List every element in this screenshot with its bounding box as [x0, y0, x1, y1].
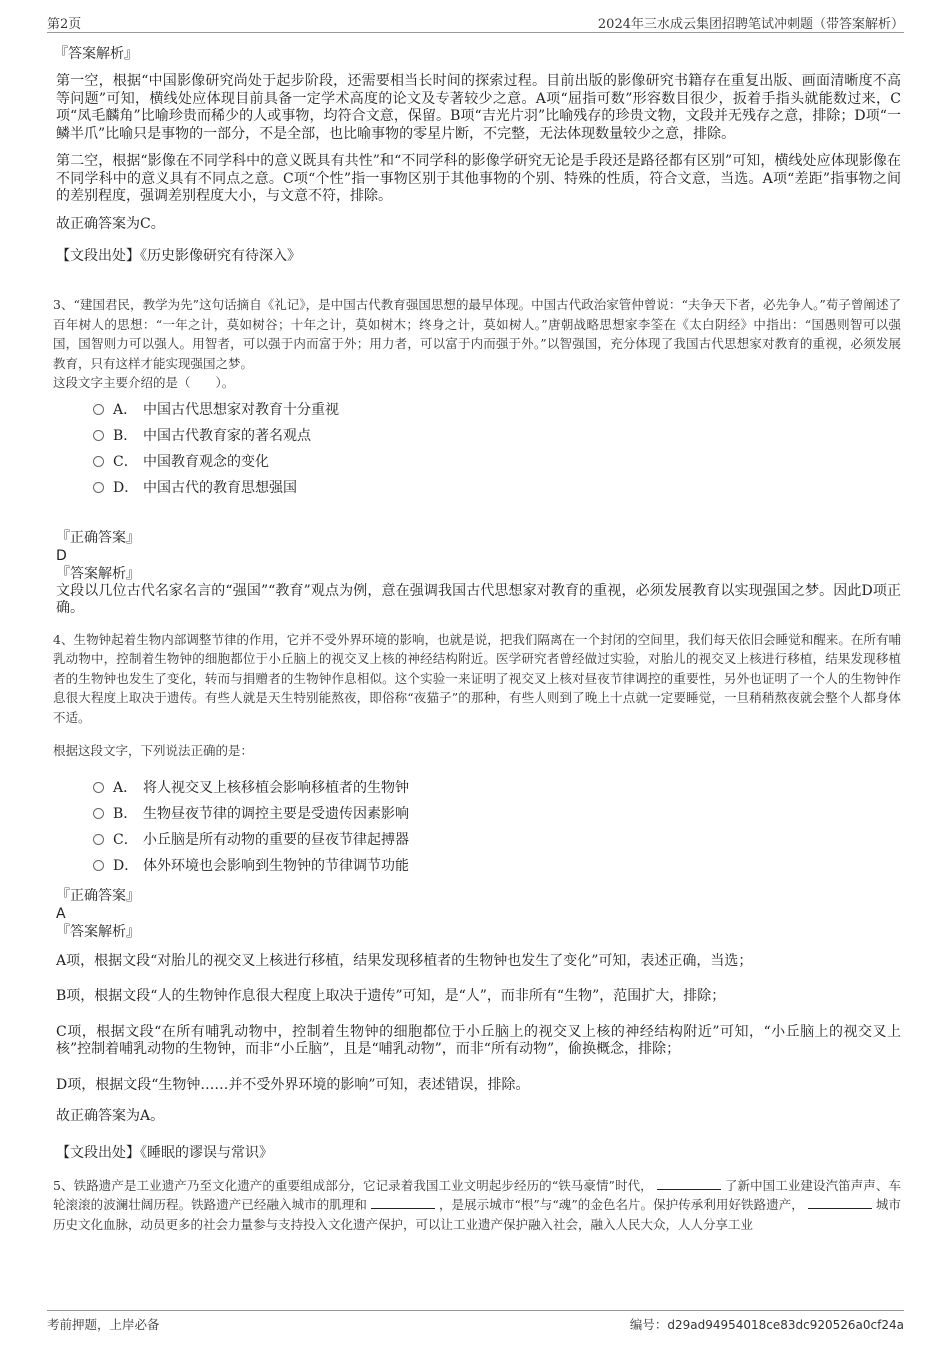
question-5 [53, 1176, 901, 1235]
q4-options [53, 775, 901, 879]
q3-option-b[interactable]: B． 中国古代教育家的著名观点 [93, 423, 901, 449]
document-code: 编号：d29ad94954018ce83dc920526a0cf24a [629, 1317, 904, 1332]
q3-option-c[interactable]: C． 中国教育观念的变化 [93, 449, 901, 475]
q3-stem: 3、“建国君民，教学为先”这句话摘自《礼记》，是中国古代教育强国思想的最早体现。中国古代政治家管仲曾说：“夫争天下者，必先争人。”荀子曾阐述了百年树人的思想：“一年之计，莫如树谷；十年之计，莫如树木；终身之计，莫如树人。”唐朝战略思想家李筌在《太白阴经》中指出：“国愚则智可以强国，国智则力可以强人。用智者，可以强于内而富于外；用力者，可以富于内而强于外。”以智强国，充分体现了我国古代思想家对教育的重视，必须发展教育，只有这样才能实现强国之梦。 [53, 297, 901, 371]
q4-stem: 4、生物钟起着生物内部调整节律的作用，它并不受外界环境的影响，也就是说，把我们隔离在一个封闭的空间里，我们每天依旧会睡觉和醒来。在所有哺乳动物中，控制着生物钟的细胞都位于小丘脑上的视交叉上核的神经结构附近。医学研究者曾经做过实验，对胎儿的视交叉上核进行移植，结果发现移植者的生物钟也发生了变化，转而与捐赠者的生物钟作息相似。这个实验一来证明了视交叉上核对昼夜节律调控的重要性，另外也证明了一个人的生物钟作息很大程度上取决于遗传。有些人就是天生特别能熬夜，即俗称“夜猫子”的那种，有些人则到了晚上十点就一定要睡觉，一旦稍稍熬夜就会整个人都身体不适。 [53, 631, 901, 725]
q3-analysis: 文段以几位古代名家名言的“强国”“教育”观点为例，意在强调我国古代思想家对教育的重视，必须发展教育以实现强国之梦。因此D项正确。 [56, 582, 901, 616]
q4-option-c[interactable]: C． 小丘脑是所有动物的重要的昼夜节律起搏器 [93, 827, 901, 853]
q3-question: 这段文字主要介绍的是（ ）。 [53, 375, 235, 390]
radio-icon[interactable] [93, 808, 104, 819]
q2-source: 【文段出处】《历史影像研究有待深入》 [56, 248, 301, 264]
document-title: 2024年三水成云集团招聘笔试冲刺题（带答案解析） [597, 17, 904, 32]
q4-conclusion: 故正确答案为A。 [56, 1108, 165, 1124]
q3-correct-answer: D [56, 547, 67, 564]
page-number: 第2页 [47, 17, 82, 32]
fill-blank-1[interactable] [657, 1177, 721, 1190]
page-footer [47, 1310, 904, 1333]
q4-analysis-a: A项，根据文段“对胎儿的视交叉上核进行移植，结果发现移植者的生物钟也发生了变化”可知，表述正确，当选； [56, 952, 753, 969]
radio-icon[interactable] [93, 860, 104, 871]
radio-icon[interactable] [93, 404, 104, 415]
page-header [47, 12, 904, 33]
fill-blank-3[interactable] [808, 1196, 872, 1209]
radio-icon[interactable] [93, 834, 104, 845]
q3-analysis-label: 『答案解析』 [56, 565, 140, 582]
q4-correct-label: 『正确答案』 [56, 887, 140, 904]
q4-analysis-label: 『答案解析』 [56, 923, 140, 940]
radio-icon[interactable] [93, 456, 104, 467]
q3-option-a[interactable]: A． 中国古代思想家对教育十分重视 [93, 397, 901, 423]
q2-analysis-para1: 第一空，根据“中国影像研究尚处于起步阶段，还需要相当长时间的探索过程。目前出版的影像研究书籍存在重复出版、画面清晰度不高等问题”可知，横线处应体现目前具备一定学术高度的论文及专著较少之意。A项“屈指可数”形容数目很少，扳着手指头就能数过来，C项“凤毛麟角”比喻珍贵而稀少的人或事物，均符合文意，保留。B项“吉光片羽”比喻残存的珍贵文物，文段并无残存之意，排除；D项“一鳞半爪”比喻只是事物的一部分，不是全部，也比喻事物的零星片断，不完整，无法体现数量较少之意，排除。 [56, 73, 901, 142]
q3-correct-label: 『正确答案』 [56, 529, 140, 546]
q3-options [53, 397, 901, 501]
q3-option-d[interactable]: D． 中国古代的教育思想强国 [93, 475, 901, 501]
q4-option-a[interactable]: A． 将人视交叉上核移植会影响移植者的生物钟 [93, 775, 901, 801]
q4-analysis-c: C项，根据文段“在所有哺乳动物中，控制着生物钟的细胞都位于小丘脑上的视交叉上核的神经结构附近”可知，“小丘脑上的视交叉上核”控制着哺乳动物的生物钟，而非“小丘脑”，且是“哺乳动物”，而非“所有动物”，偷换概念，排除； [56, 1023, 901, 1057]
q4-option-b[interactable]: B． 生物昼夜节律的调控主要是受遗传因素影响 [93, 801, 901, 827]
page-content [53, 45, 901, 1234]
q2-conclusion: 故正确答案为C。 [56, 215, 165, 232]
q4-analysis-b: B项，根据文段“人的生物钟作息很大程度上取决于遗传”可知，是“人”，而非所有“生物”，范围扩大，排除； [56, 988, 726, 1004]
q4-question: 根据这段文字，下列说法正确的是： [53, 743, 254, 758]
radio-icon[interactable] [93, 482, 104, 493]
radio-icon[interactable] [93, 430, 104, 441]
q4-correct-answer: A [56, 905, 66, 922]
fill-blank-2[interactable] [371, 1196, 435, 1209]
q4-source: 【文段出处】《睡眠的谬误与常识》 [56, 1144, 273, 1161]
question-3 [53, 295, 901, 501]
question-4 [53, 630, 901, 879]
radio-icon[interactable] [93, 782, 104, 793]
q5-stem: 5、铁路遗产是工业遗产乃至文化遗产的重要组成部分，它记录着我国工业文明起步经历的“铁马豪情”时代， 了新中国工业建设汽笛声声、车轮滚滚的波澜壮阔历程。铁路遗产已经融入城市的肌理和 ，是展示城市“根”与“魂”的金色名片。保护传承利用好铁路遗产， 城市历史文化血脉，动员更多的社会力量参与支持投入文化遗产保护，可以让工业遗产保护融入社会，融入人民大众，人人分享工业 [53, 1177, 901, 1232]
q2-analysis-para2: 第二空，根据“影像在不同学科中的意义既具有共性”和“不同学科的影像学研究无论是手段还是路径都有区别”可知，横线处应体现影像在不同学科中的意义具有不同点之意。C项“个性”指一事物区别于其他事物的个别、特殊的性质，符合文意，当选。A项“差距”指事物之间的差别程度，强调差别程度大小，与文意不符，排除。 [56, 153, 901, 204]
footer-slogan: 考前押题，上岸必备 [47, 1317, 160, 1332]
q2-analysis-label: 『答案解析』 [54, 46, 138, 62]
q4-option-d[interactable]: D． 体外环境也会影响到生物钟的节律调节功能 [93, 853, 901, 879]
q4-analysis-d: D项，根据文段“生物钟……并不受外界环境的影响”可知，表述错误，排除。 [56, 1076, 530, 1093]
